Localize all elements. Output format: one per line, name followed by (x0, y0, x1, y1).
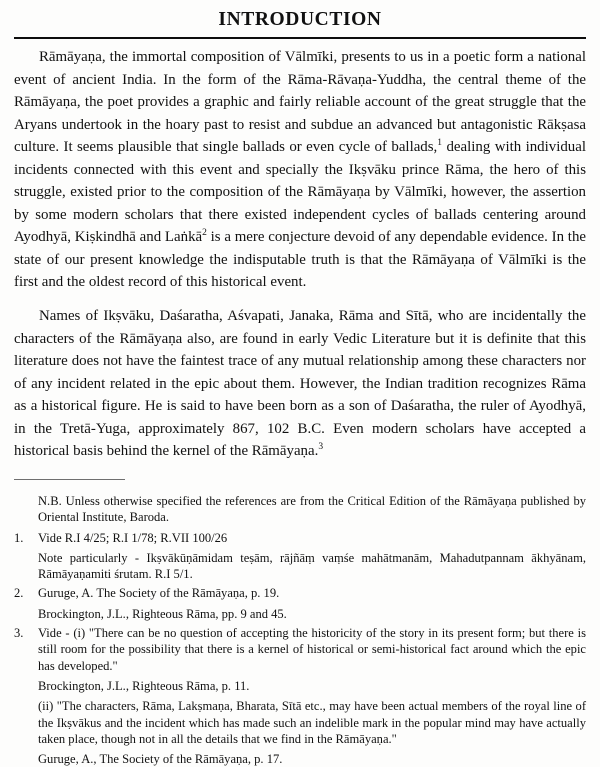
footnote-line: Vide R.I 4/25; R.I 1/78; R.VII 100/26 (38, 530, 228, 545)
footnote-line: Brockington, J.L., Righteous Rāma, p. 11. (38, 678, 250, 693)
footnote-marker[interactable]: 2 (202, 228, 207, 239)
paragraph-text: is a mere conjecture devoid of any dependable evidence. In the state of our present knowledge the indisputable truth is that the Rāmāyaṇa of Vālmīki is the first and the oldest record of this historical event. (14, 229, 586, 290)
body-paragraph (14, 305, 586, 462)
footnote-nb-note: N.B. Unless otherwise specified the references are from the Critical Edition of the Rāmāyaṇa published by Oriental Institute, Baroda. (38, 494, 586, 525)
footnote-entry (14, 530, 586, 583)
page-title: INTRODUCTION (218, 9, 382, 30)
footnote-line: Guruge, A. The Society of the Rāmāyaṇa, p. 19. (38, 586, 280, 601)
footnote-entry (14, 625, 586, 767)
footnote-line: Guruge, A., The Society of the Rāmāyaṇa, p. 17. (38, 752, 283, 767)
footnote-line: (ii) "The characters, Rāma, Lakṣmaṇa, Bharata, Sītā etc., may have been actual members of the royal line of the Ikṣvākus and the incident which has made such an indelible mark in the popular mind may have actually taken place, though not in all the details that we find in the Rāmāyaṇa." (38, 699, 586, 746)
footnote-divider (14, 479, 125, 480)
footnote-line: Brockington, J.L., Righteous Rāma, pp. 9 and 45. (38, 606, 287, 621)
footnote-line: Vide - (i) "There can be no question of accepting the historicity of the story in its present form; but there is still room for the possibility that there is a kernel of historical or semi-historical fact around which the epic has developed." (38, 626, 586, 673)
footnote-line: Note particularly - Ikṣvākūṇāmidam teṣām, rājñāṃ vaṃśe mahātmanām, Mahadutpannam ākhyānam, Rāmāyaṇamiti śrutam. R.I 5/1. (38, 550, 586, 582)
paragraph-text: Names of Ikṣvāku, Daśaratha, Aśvapati, Janaka, Rāma and Sītā, who are incidentally the characters of the Rāmāyaṇa also, are found in early Vedic Literature but it is definite that this literature does not have the faintest trace of any mutual relationship among these characters nor of any incident related in the epic about them. However, the Indian tradition recognizes Rāma as a historical figure. He is said to have been born as a son of Daśaratha, the ruler of Ayodhyā, in the Tretā-Yuga, approximately 867, 102 B.C. Even modern scholars have accepted a historical basis behind the kernel of the Rāmāyaṇa. (14, 308, 586, 460)
paragraph-text: Rāmāyaṇa, the immortal composition of Vālmīki, presents to us in a poetic form a national event of ancient India. In the form of the Rāma-Rāvaṇa-Yuddha, the central theme of the Rāmāyaṇa, the poet provides a graphic and fairly reliable account of the great struggle that the Aryans undertook in the hoary past to resist and subdue an advanced but antagonistic Rākṣasa culture. It seems plausible that single ballads or even cycle of ballads, (14, 49, 586, 156)
title-divider (14, 37, 586, 39)
paragraph-text: dealing with individual incidents connected with this event and specially the Ikṣvāku prince Rāma, the hero of this struggle, existed prior to the composition of the Rāmāyaṇa by Vālmīki, however, the assertion by some modern scholars that there existed independent cycles of ballads centering around Ayodhyā, Kiṣkindhā and Laṅkā (14, 139, 586, 246)
footnote-entry (14, 585, 586, 622)
footnote-list (14, 530, 586, 767)
footnote-number: 2. (14, 586, 24, 601)
footnote-number: 3. (14, 626, 24, 641)
footnote-section (14, 479, 586, 767)
footnote-marker[interactable]: 3 (318, 442, 324, 453)
body-paragraph (14, 46, 586, 293)
document-page (0, 9, 600, 767)
footnote-number: 1. (14, 530, 24, 545)
body-text (14, 46, 586, 462)
footnote-marker[interactable]: 1 (437, 138, 443, 149)
